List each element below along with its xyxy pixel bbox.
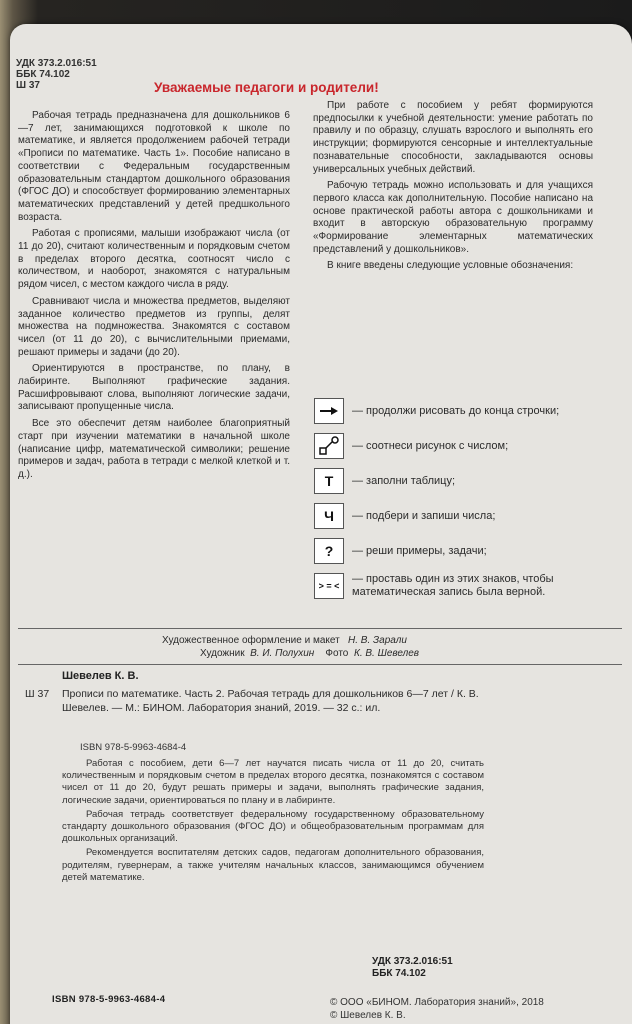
paragraph: Работая с прописями, малыши изображают числа (от 11 до 20), считают количественным и порядковым счетом в пределах второго десятка, соотносят число с количеством, и наоборот, знакомятся с натуральным рядом чисел, с местом каждого числа в ряду.: [18, 228, 290, 291]
left-column: [18, 110, 290, 486]
annotation-paragraph: Рекомендуется воспитателям детских садов, педагогам дополнительного образования, родителям, гувернерам, а также учителям начальных классов, занимающимся обучением детей математике.: [62, 847, 484, 883]
legend-text: — продолжи рисовать до конца строчки;: [352, 404, 560, 417]
paragraph: В книге введены следующие условные обозначения:: [327, 260, 574, 272]
bbk-code: ББК 74.102: [372, 967, 426, 979]
isbn-inline: ISBN 978-5-9963-4684-4: [80, 742, 187, 753]
legend-item: [314, 398, 594, 424]
legend-item: [314, 433, 594, 459]
paragraph: Рабочую тетрадь можно использовать и для учащихся первого класса как дополнительную. Пособие написано на основе практической работы автора с дошкольниками и входит в авторскую образовательную программу «Формирование элементарных математических представлений у дошкольников».: [313, 180, 593, 255]
udk-code: УДК 373.2.016:51: [16, 58, 97, 69]
bib-text: Прописи по математике. Часть 2. Рабочая тетрадь для дошкольников 6—7 лет / К. В. Шевелев. — М.: БИНОМ. Лаборатория знаний, 2019. — 32 с.: ил.: [62, 688, 479, 714]
annotation: [62, 758, 484, 886]
copyright-line: © ООО «БИНОМ. Лаборатория знаний», 2018: [330, 997, 544, 1008]
credit-label: Художник: [200, 648, 245, 659]
paragraph: Рабочая тетрадь предназначена для дошкольников 6—7 лет, занимающихся подготовкой к школе по математике, и является продолжением рабочей тетради «Прописи по математике. Часть 1». Пособие написано в соответствии с Федеральным государственным образовательным стандартом дошкольного образования (ФГОС ДО) и способствует формированию элементарных математических представлений у детей предшкольного возраста.: [18, 110, 290, 223]
udk-code: УДК 373.2.016:51: [372, 956, 453, 967]
arrow-right-icon: [314, 398, 344, 424]
legend-text: — реши примеры, задачи;: [352, 544, 487, 557]
legend-list: [314, 398, 594, 608]
divider-bottom: [18, 664, 622, 665]
letter-ch-icon: Ч: [314, 503, 344, 529]
annotation-paragraph: Рабочая тетрадь соответствует федеральному государственному образовательному стандарту дошкольного образования (ФГОС ДО) и общеобразовательным программам для дошкольных организаций.: [62, 808, 484, 845]
credit-label: Художественное оформление и макет: [162, 635, 340, 646]
question-icon: ?: [314, 538, 344, 564]
paragraph: Сравнивают числа и множества предметов, выделяют заданное количество предметов из группы, делят множества на подмножества. Знакомятся с составом чисел (от 11 до 20), с вычислительными приемами, решают примеры и задачи (до 20).: [18, 295, 290, 358]
legend-text: — соотнеси рисунок с числом;: [352, 439, 509, 452]
credit-name: Н. В. Зарали: [348, 635, 407, 646]
divider-top: [18, 628, 622, 629]
credit-name: К. В. Шевелев: [353, 648, 420, 659]
isbn-footer: ISBN 978-5-9963-4684-4: [52, 994, 166, 1005]
bib-code: Ш 37: [25, 688, 50, 700]
annotation-paragraph: Работая с пособием, дети 6—7 лет научатся писать числа от 11 до 20, считать количественным и порядковым счетом в пределах второго десятка, познакомятся с составом чисел от 11 до 20, будут решать примеры и задачи, выполнять графические задания, логические задачи, ориентироваться по плану и в лабиринте.: [62, 758, 484, 806]
copyright-line: © Шевелев К. В.: [330, 1010, 406, 1021]
compare-signs-icon: > = <: [314, 573, 344, 599]
credit-name: В. И. Полухин: [250, 648, 315, 659]
page-title: Уважаемые педагоги и родители!: [154, 80, 379, 95]
legend-item: [314, 573, 594, 599]
line-connect-icon: [314, 433, 344, 459]
paragraph: Все это обеспечит детям наиболее благоприятный старт при изучении математики в начальной школе (написание цифр, математической символики; решение примеров и задач, работа в тетради с мелкой клеткой и т. д.).: [18, 418, 290, 480]
classification-codes-top: [16, 58, 97, 92]
legend-item: [314, 468, 594, 494]
paragraph: При работе с пособием у ребят формируются предпосылки к учебной деятельности: умение работать по правилу и по образцу, слушать взрослого и выполнять его инструкции; формируются сенсорные и интеллектуальные познавательные способности, закладываются основы универсальных учебных действий.: [313, 100, 593, 175]
copyright-block: [330, 996, 544, 1022]
author-sign: Ш 37: [16, 80, 40, 92]
credit-artist-photo: [162, 647, 419, 660]
letter-t-icon: Т: [314, 468, 344, 494]
classification-codes-bottom: [372, 956, 453, 979]
legend-text: — подбери и запиши числа;: [352, 509, 496, 522]
credits-block: [162, 634, 419, 660]
bib-author: Шевелев К. В.: [62, 670, 139, 682]
paragraph: Ориентируются в пространстве, по плану, в лабиринте. Выполняют графические задания. Расшифровывают слова, выполняют логические задачи, записывают пропущенные числа.: [18, 363, 290, 413]
legend-text: — проставь один из этих знаков, чтобы математическая запись была верной.: [352, 573, 554, 598]
right-column: [313, 100, 593, 277]
bbk-code: ББК 74.102: [16, 69, 70, 81]
legend-text: — заполни таблицу;: [352, 474, 456, 487]
legend-item: [314, 538, 594, 564]
bib-record: [25, 688, 482, 715]
credit-design: [162, 634, 419, 647]
credit-label: Фото: [325, 648, 349, 659]
legend-item: [314, 503, 594, 529]
